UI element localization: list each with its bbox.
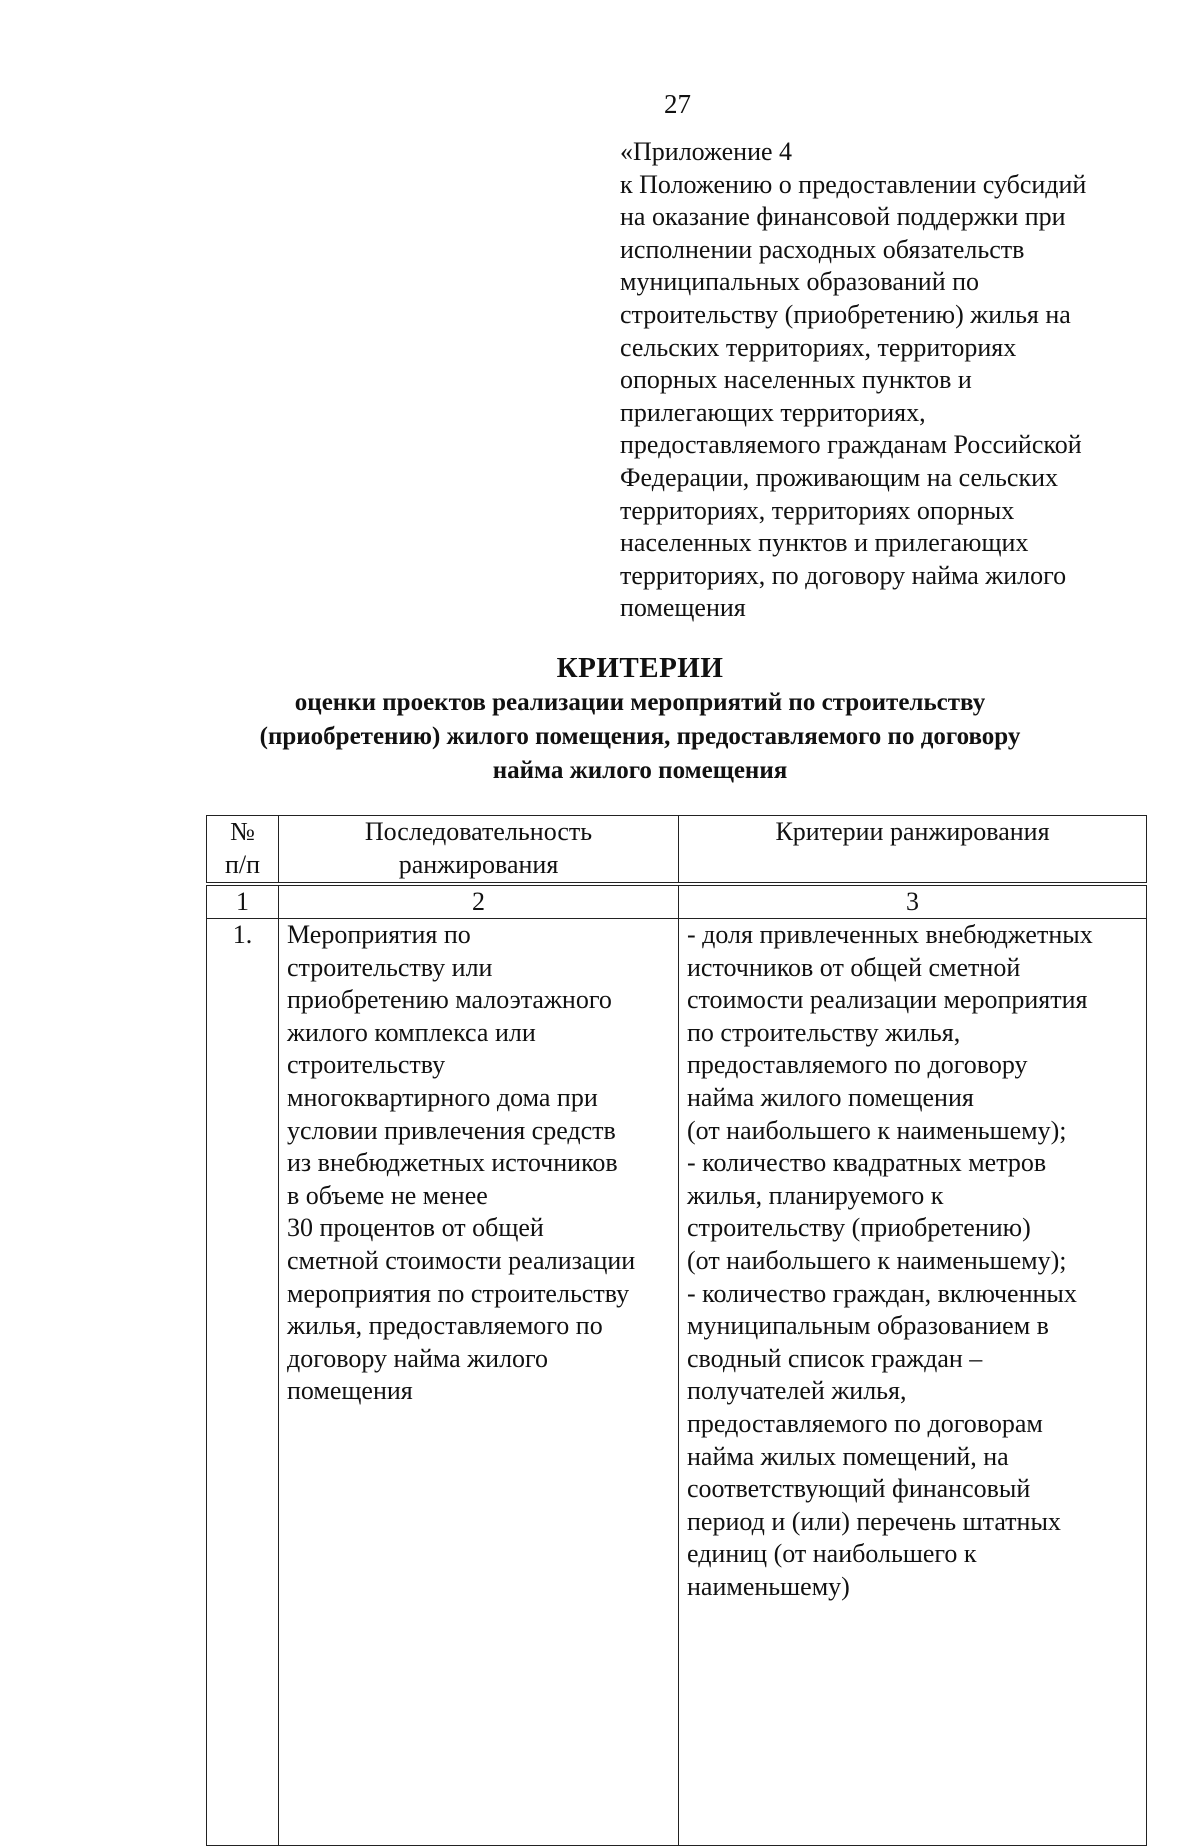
column-number-row [207, 884, 1147, 919]
table-header-row [207, 816, 1147, 885]
header-num-line: п/п [224, 849, 261, 879]
column-number: 1 [207, 884, 279, 919]
criteria-line: стоимости реализации мероприятия [687, 985, 1088, 1015]
appendix-reference [620, 136, 1160, 625]
header-sequence-line: ранжирования [398, 849, 559, 879]
criteria-line: получателей жилья, [687, 1376, 907, 1406]
header-criteria [679, 816, 1147, 885]
criteria-line: жилья, планируемого к [687, 1180, 944, 1210]
appendix-line: «Приложение 4 [620, 137, 793, 166]
page-number: 27 [664, 89, 691, 119]
sequence-line: из внебюджетных источников [287, 1148, 618, 1178]
criteria-line: найма жилого помещения [687, 1082, 974, 1112]
criteria-line: предоставляемого по договорам [687, 1408, 1043, 1438]
criteria-line: (от наибольшего к наименьшему); [687, 1245, 1067, 1275]
sequence-line: сметной стоимости реализации [287, 1245, 636, 1275]
criteria-line: строительству (приобретению) [687, 1213, 1031, 1243]
title-subtitle [200, 686, 1080, 788]
criteria-line: по строительству жилья, [687, 1017, 961, 1047]
title-main: КРИТЕРИИ [556, 652, 724, 684]
appendix-line: к Положению о предоставлении субсидий [620, 169, 1087, 199]
row-num: 1. [207, 919, 279, 1846]
criteria-line: наименьшему) [687, 1571, 850, 1601]
appendix-line: помещения [620, 593, 746, 623]
appendix-line: исполнении расходных обязательств [620, 234, 1025, 264]
appendix-line: территориях, по договору найма жилого [620, 560, 1067, 590]
criteria-line: - количество квадратных метров [687, 1148, 1047, 1178]
appendix-line: опорных населенных пунктов и [620, 365, 972, 395]
sequence-line: в объеме не менее [287, 1180, 488, 1210]
appendix-line: прилегающих территориях, [620, 397, 926, 427]
criteria-line: найма жилых помещений, на [687, 1441, 1009, 1471]
appendix-line: строительству (приобретению) жилья на [620, 299, 1071, 329]
criteria-line: предоставляемого по договору [687, 1050, 1028, 1080]
sequence-line: 30 процентов от общей [287, 1213, 544, 1243]
criteria-line: (от наибольшего к наименьшему); [687, 1115, 1067, 1145]
sequence-line: Мероприятия по [287, 920, 471, 949]
criteria-line: соответствующий финансовый [687, 1474, 1031, 1504]
sequence-line: приобретению малоэтажного [287, 985, 612, 1015]
appendix-line: населенных пунктов и прилегающих [620, 528, 1029, 558]
header-num [207, 816, 279, 885]
row-criteria [679, 919, 1147, 1846]
criteria-line: муниципальным образованием в [687, 1311, 1049, 1341]
appendix-line: муниципальных образований по [620, 267, 980, 297]
table-row [207, 919, 1147, 1846]
criteria-line: единиц (от наибольшего к [687, 1539, 977, 1569]
sequence-line: многоквартирного дома при [287, 1082, 598, 1112]
sequence-line: условии привлечения средств [287, 1115, 616, 1145]
sequence-line: жилья, предоставляемого по [287, 1311, 603, 1341]
appendix-line: территориях, территориях опорных [620, 495, 1015, 525]
sequence-line: мероприятия по строительству [287, 1278, 630, 1308]
sequence-line: договору найма жилого [287, 1343, 549, 1373]
appendix-line: предоставляемого гражданам Российской [620, 430, 1082, 460]
header-num-line: № [230, 817, 255, 846]
document-title [200, 650, 1080, 788]
sequence-line: строительству [287, 1050, 446, 1080]
header-sequence-line: Последовательность [364, 817, 593, 846]
criteria-line: - доля привлеченных внебюджетных [687, 920, 1093, 949]
subtitle-line: найма жилого помещения [492, 757, 788, 784]
criteria-line: - количество граждан, включенных [687, 1278, 1077, 1308]
header-criteria-line: Критерии ранжирования [775, 817, 1050, 846]
criteria-line: источников от общей сметной [687, 952, 1021, 982]
header-sequence [279, 816, 679, 885]
criteria-table [206, 815, 1147, 1846]
appendix-line: Федерации, проживающим на сельских [620, 462, 1058, 492]
subtitle-line: оценки проектов реализации мероприятий по строительству [294, 689, 986, 716]
sequence-line: жилого комплекса или [287, 1017, 536, 1047]
sequence-line: помещения [287, 1376, 413, 1406]
appendix-line: на оказание финансовой поддержки при [620, 202, 1066, 232]
row-sequence [279, 919, 679, 1846]
appendix-line: сельских территориях, территориях [620, 332, 1017, 362]
column-number: 3 [679, 884, 1147, 919]
criteria-line: период и (или) перечень штатных [687, 1506, 1061, 1536]
subtitle-line: (приобретению) жилого помещения, предоставляемого по договору [259, 723, 1021, 750]
column-number: 2 [279, 884, 679, 919]
criteria-line: сводный список граждан – [687, 1343, 983, 1373]
sequence-line: строительству или [287, 952, 493, 982]
